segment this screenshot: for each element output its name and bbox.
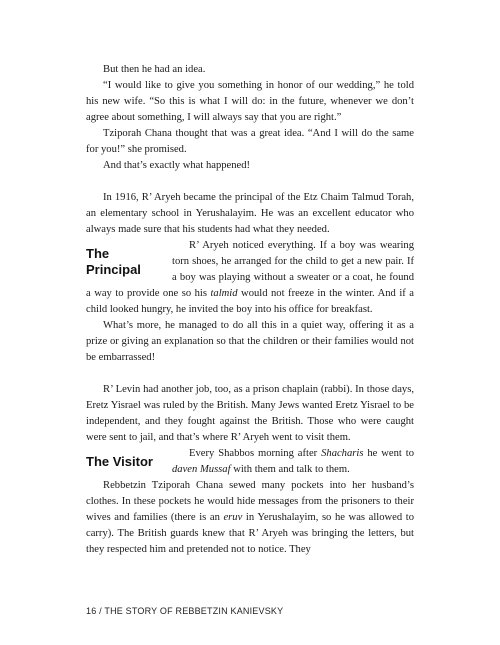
paragraph: Tziporah Chana thought that was a great idea. “And I will do the same for you!” she promised. bbox=[86, 128, 414, 155]
text-run: he went to bbox=[363, 448, 414, 459]
italic-term: talmid bbox=[210, 288, 238, 299]
page-footer bbox=[86, 606, 283, 616]
text-run: Every Shabbos morning after bbox=[189, 448, 322, 459]
italic-term: daven Mussaf bbox=[172, 464, 231, 475]
text-run: with them and talk to them. bbox=[230, 464, 350, 475]
text-run: Rebbetzin Tziporah Chana sewed many pockets into her husband’s clothes. In these pockets he would hide messages from the prisoners to their wives and families (there is an bbox=[86, 480, 414, 523]
section-break bbox=[86, 174, 414, 190]
paragraph: “I would like to give you something in honor of our wedding,” he told his new wife. “So this is what I will do: in the future, whenever we don’t agree about something, I will always say that you are right.” bbox=[86, 80, 414, 123]
paragraph bbox=[86, 478, 414, 558]
page-number: 16 bbox=[86, 606, 97, 616]
body-text bbox=[86, 62, 414, 558]
text-run: R’ Aryeh noticed everything. If a boy was wearing torn shoes, he arranged for the child to get a new pair. If a boy was playing without a sweater or a coat, he found a way to provide one so his bbox=[86, 240, 414, 299]
italic-term: Shacharis bbox=[321, 448, 364, 459]
paragraph: What’s more, he managed to do all this in a quiet way, offering it as a prize or giving an explanation so that the children or their families would not be embarrassed! bbox=[86, 320, 414, 363]
footer-separator: / bbox=[96, 606, 105, 616]
paragraph: And that’s exactly what happened! bbox=[103, 160, 251, 171]
text-run: in Yerushalayim, so he was allowed to carry). The British guards knew that R’ Aryeh was bringing the letters, but they respected him and pretended not to notice. They bbox=[86, 512, 414, 555]
paragraph: R’ Levin had another job, too, as a prison chaplain (rabbi). In those days, Eretz Yisrael was ruled by the British. Many Jews wanted Eretz Yisrael to be independent, and they fought against the British. Those who were caught were sent to jail, and that’s where R’ Aryeh went to visit them. bbox=[86, 384, 414, 443]
paragraph: But then he had an idea. bbox=[103, 64, 206, 75]
text-run: would not freeze in the winter. And if a child looked hungry, he invited the boy into his office for breakfast. bbox=[86, 288, 414, 315]
section-break bbox=[86, 366, 414, 382]
section-heading-principal: The Principal bbox=[86, 246, 141, 277]
running-title: THE STORY OF REBBETZIN KANIEVSKY bbox=[104, 606, 284, 616]
section-heading-visitor: The Visitor bbox=[86, 454, 153, 469]
paragraph: In 1916, R’ Aryeh became the principal of the Etz Chaim Talmud Torah, an elementary school in Yerushalayim. He was an excellent educator who always made sure that his students had what they needed. bbox=[86, 192, 414, 235]
italic-term: eruv bbox=[223, 512, 243, 523]
